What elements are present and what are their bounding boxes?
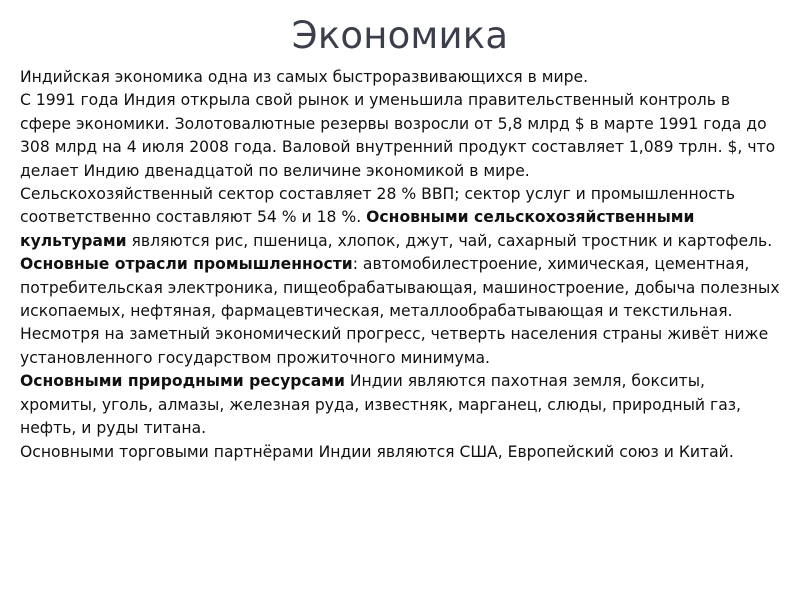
- paragraph-intro: [20, 66, 780, 89]
- paragraph-reforms: [20, 89, 780, 183]
- text-run: Несмотря на заметный экономический прогресс, четверть населения страны живёт ниже установленного государством прожиточного минимума.: [20, 325, 769, 367]
- paragraph-trade-partners: [20, 441, 780, 464]
- text-run: Индии являются пахотная земля, бокситы, хромиты, уголь, алмазы, железная руда, известняк, марганец, слюды, природный газ, нефть, и руды титана.: [20, 372, 742, 438]
- bold-term: Основные отрасли промышленности: [20, 255, 353, 274]
- paragraph-poverty: [20, 323, 780, 370]
- paragraph-resources: [20, 370, 780, 440]
- paragraph-sectors: [20, 183, 780, 323]
- text-run: являются рис, пшеница, хлопок, джут, чай, сахарный тростник и картофель.: [126, 231, 773, 250]
- slide-body: [20, 66, 780, 464]
- bold-term: Основными природными ресурсами: [20, 372, 345, 391]
- text-run: : автомобилестроение, химическая, цементная, потребительская электроника, пищеобрабатывающая, машиностроение, добыча полезных ископаемых, нефтяная, фармацевтическая, металлообрабатывающая и текстильная.: [20, 255, 780, 321]
- text-run: Сельскохозяйственный сектор составляет 28 % ВВП; сектор услуг и промышленность соответственно составляют 54 % и 18 %.: [20, 185, 736, 227]
- slide-title: Экономика: [291, 14, 509, 57]
- text-run: Индийская экономика одна из самых быстроразвивающихся в мире.: [20, 68, 589, 86]
- text-run: С 1991 года Индия открыла свой рынок и уменьшила правительственный контроль в сфере экономики. Золотовалютные резервы возросли от 5,8 млрд $ в марте 1991 года до 308 млрд на 4 июля 2008 года. Валовой внутренний продукт составляет 1,089 трлн. $, что делает Индию двенадцатой по величине экономикой в мире.: [20, 91, 776, 180]
- bold-term: Основными сельскохозяйственными культурами: [20, 208, 695, 250]
- text-run: Основными торговыми партнёрами Индии являются США, Европейский союз и Китай.: [20, 442, 734, 461]
